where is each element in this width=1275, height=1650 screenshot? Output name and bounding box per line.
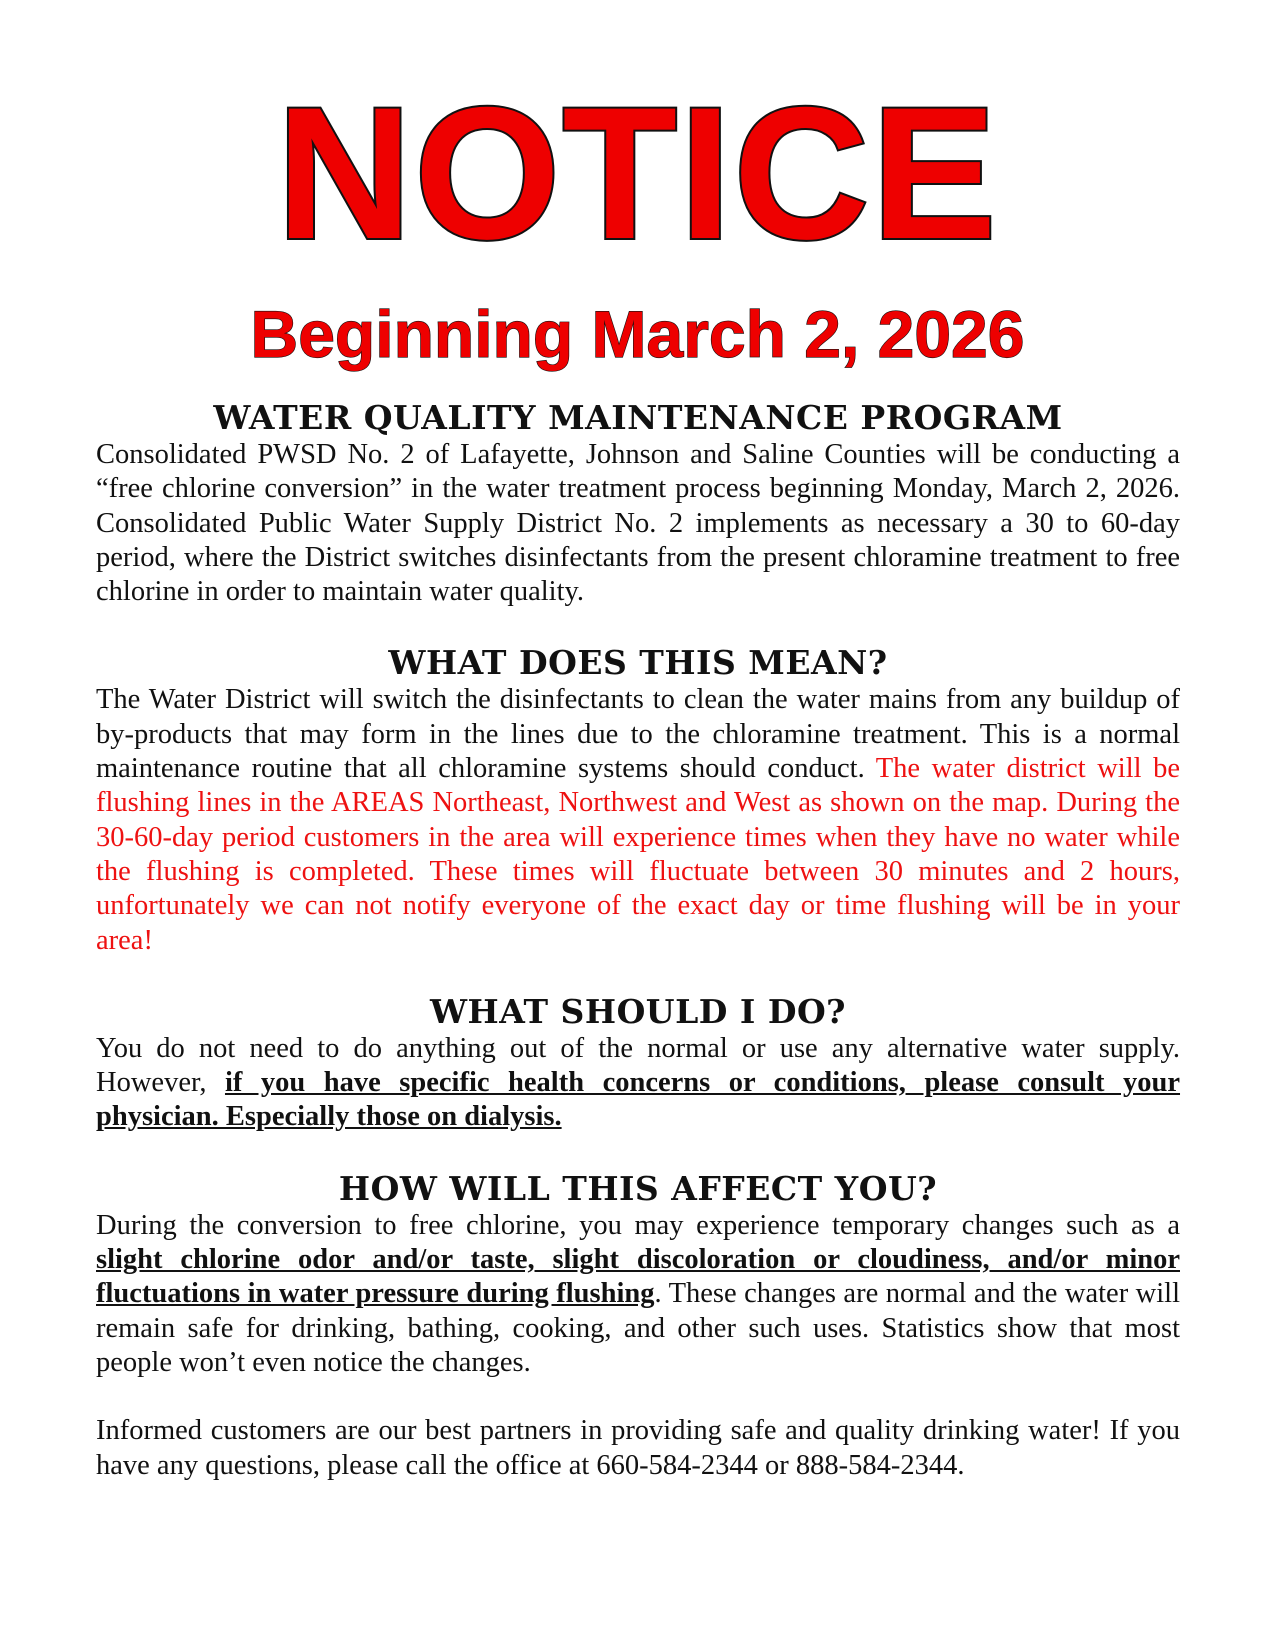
affect-paragraph xyxy=(96,1209,1180,1380)
start-date-heading: Beginning March 2, 2026 xyxy=(250,297,1025,371)
affect-text-end: . These changes are normal and the water will remain safe for drinking, bathing, cooking, and other such uses. Statistics show that most people won’t even notice the changes. xyxy=(96,1278,1181,1378)
meaning-heading: WHAT DOES THIS MEAN? xyxy=(388,643,888,683)
section-spacer xyxy=(96,1135,1180,1169)
notice-title: NOTICE xyxy=(276,68,999,278)
todo-heading: WHAT SHOULD I DO? xyxy=(429,991,847,1031)
section-spacer xyxy=(96,609,1180,643)
program-heading: WATER QUALITY MAINTENANCE PROGRAM xyxy=(213,398,1063,437)
program-paragraph: Consolidated PWSD No. 2 of Lafayette, Johnson and Saline Counties will be conducting a “free chlorine conversion” in the water treatment process beginning Monday, March 2, 2026. Consolidated Public Water Supply District No. 2 implements as necessary a 30 to 60-day period, where the District switches disinfectants from the present chloramine treatment to free chlorine in order to maintain water quality. xyxy=(96,439,1180,608)
affect-text-start: During the conversion to free chlorine, you may experience temporary changes such as a xyxy=(96,1209,1180,1241)
meaning-paragraph xyxy=(96,683,1180,957)
section-spacer xyxy=(96,1380,1180,1414)
todo-paragraph xyxy=(96,1032,1180,1135)
meaning-text: The Water District will switch the disinfectants to clean the water mains from any buildup of by-products that may form in the lines due to the chloramine treatment. This is a normal maintenance routine that all chloramine systems should conduct. xyxy=(96,684,1180,785)
flushing-warning-text: The water district will be flushing lines in the AREAS Northeast, Northwest and West as shown on the map. During the 30-60-day period customers in the area will experience times when they have no water while the flushing is completed. These times will fluctuate between 30 minutes and 2 hours, unfortunately we can not notify everyone of the exact day or time flushing will be in your area! xyxy=(96,753,1180,956)
section-spacer xyxy=(96,958,1180,992)
notice-content xyxy=(96,398,1180,1483)
affect-heading: HOW WILL THIS AFFECT YOU? xyxy=(338,1168,938,1208)
closing-paragraph: Informed customers are our best partners in providing safe and quality drinking water! If you have any questions, please call the office at 660-584-2344 or 888-584-2344. xyxy=(96,1415,1180,1481)
temporary-changes-emphasis: slight chlorine odor and/or taste, slight discoloration or cloudiness, and/or minor fluctuations in water pressure during flushing xyxy=(96,1244,1180,1310)
health-concern-emphasis: if you have specific health concerns or conditions, please consult your physician. Especially those on dialysis. xyxy=(96,1067,1181,1133)
todo-text: You do not need to do anything out of the normal or use any alternative water supply. However, xyxy=(96,1032,1180,1099)
